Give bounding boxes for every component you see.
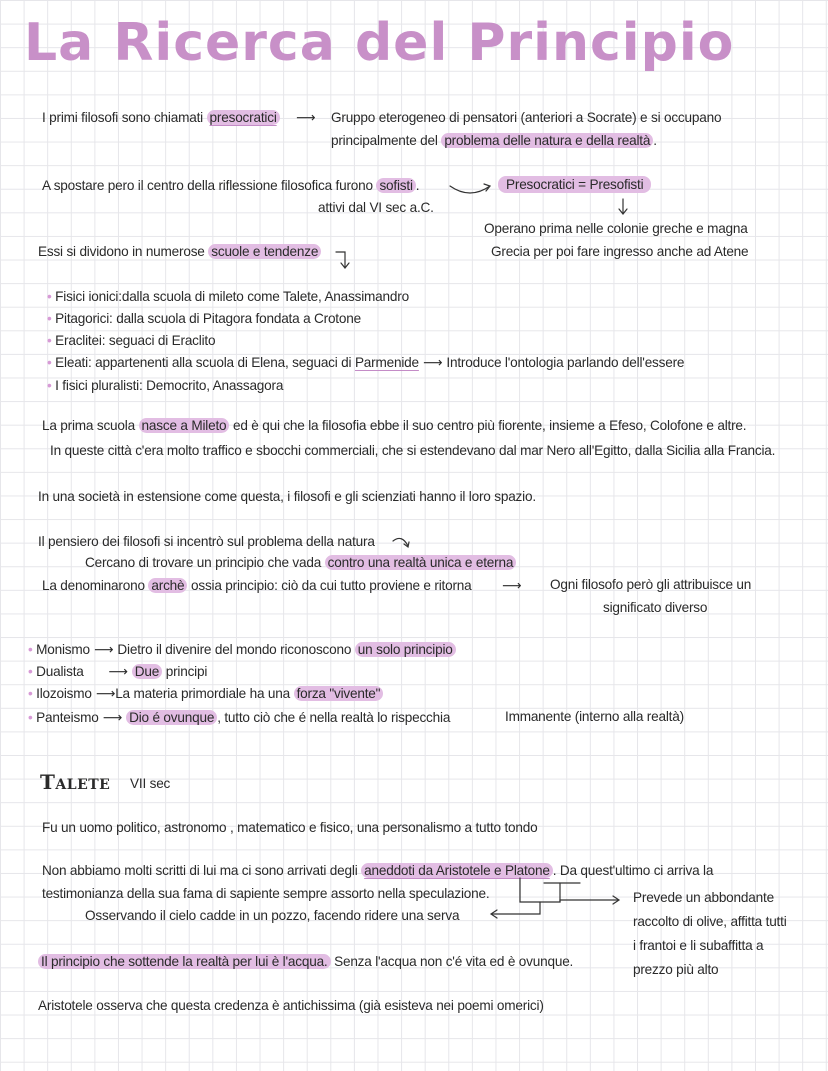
- arrow-line: [492, 902, 540, 914]
- talete-period: VII sec: [130, 776, 171, 791]
- bent-arrow-icon: [336, 252, 345, 267]
- text: ed è qui che la filosofia ebbe il suo centro più fiorente, insieme a Efeso, Colofone e altre.: [229, 418, 747, 433]
- arrow-right-icon: ⟶: [98, 710, 127, 726]
- sofisti-note-1: Operano prima nelle colonie greche e magna: [484, 221, 748, 236]
- highlight-aneddoti: aneddoti da Aristotele e Platone: [361, 863, 553, 878]
- talete-p3: testimonianza della sua fama di sapiente sempre assorto nella speculazione.: [42, 886, 490, 901]
- highlight-acqua: Il principio che sottende la realtà per lui è l'acqua.: [38, 954, 331, 969]
- mileto-line-2: In queste città c'era molto traffico e sbocchi commerciali, che si estendevano dal mar Nero all'Egitto, dalla Sicilia alla Francia.: [50, 443, 776, 458]
- text: Dietro il divenire del mondo riconoscono: [117, 642, 355, 657]
- panteismo-note: Immanente (interno alla realtà): [505, 709, 684, 724]
- text: principalmente del: [331, 133, 442, 148]
- highlight-mileto: nasce a Mileto: [139, 418, 230, 433]
- arrow-right-icon: ⟶: [418, 355, 447, 371]
- text: .: [415, 178, 420, 193]
- text: Senza l'acqua non c'é vita ed è ovunque.: [330, 954, 574, 969]
- text: A spostare pero il centro della riflessione filosofica furono: [42, 178, 377, 193]
- highlight: Due: [132, 664, 162, 679]
- bullet-icon: •: [28, 710, 37, 725]
- pensiero-line-1: Il pensiero dei filosofi si incentrò sul problema della natura: [38, 534, 375, 549]
- text: La denominarono: [42, 578, 149, 593]
- text: Eleati: appartenenti alla scuola di Elena, seguaci di: [55, 355, 355, 370]
- arrow-right-icon: ⟶: [296, 110, 316, 126]
- text: Eraclitei: seguaci di Eraclito: [55, 333, 216, 348]
- pensiero-note-1: Ogni filosofo però gli attribuisce un: [550, 577, 752, 592]
- arrow-right-icon: ⟶: [89, 642, 118, 658]
- talete-p4: Osservando il cielo cadde in un pozzo, facendo ridere una serva: [85, 908, 460, 923]
- highlight: forza "vivente": [294, 686, 384, 701]
- pensiero-note-2: significato diverso: [603, 600, 708, 615]
- highlight-arche: archè: [148, 578, 187, 593]
- text: .: [653, 133, 657, 148]
- curved-arrow-icon: [450, 186, 490, 193]
- underline-parmenide: Parmenide: [354, 355, 419, 370]
- highlight-realta: contro una realtà unica e eterna: [325, 555, 517, 570]
- text: Non abbiamo molti scritti di lui ma ci sono arrivati degli: [42, 863, 362, 878]
- bullet-icon: •: [28, 686, 37, 701]
- talete-side-3: i frantoi e li subaffitta a: [633, 938, 764, 953]
- sofisti-line-2: attivi dal VI sec a.C.: [318, 200, 434, 215]
- text: I primi filosofi sono chiamati: [42, 110, 207, 125]
- talete-p1: Fu un uomo politico, astronomo , matematico e fisico, una personalismo a tutto tondo: [42, 820, 538, 835]
- text: , tutto ciò che é nella realtà lo rispecchia: [217, 710, 451, 725]
- arrow-line: [560, 900, 618, 902]
- page-title: La Ricerca del Principio: [24, 13, 735, 73]
- highlight-scuole: scuole e tendenze: [208, 244, 321, 259]
- text: principi: [162, 664, 208, 679]
- text: Pitagorici: dalla scuola di Pitagora fondata a Crotone: [55, 311, 361, 326]
- text: Fisici ionici:dalla scuola di mileto come Talete, Anassimandro: [55, 289, 409, 304]
- talete-p6: Aristotele osserva che questa credenza è antichissima (già esisteva nei poemi omerici): [38, 998, 544, 1013]
- talete-side-2: raccolto di olive, affitta tutti: [633, 914, 787, 929]
- bullet-icon: •: [47, 333, 56, 348]
- arrow-right-icon: ⟶: [91, 686, 116, 702]
- arrow-right-icon: ⟶: [502, 578, 522, 594]
- highlight-sofisti: sofisti: [376, 178, 415, 193]
- highlight-problema: problema delle natura e della realtà: [441, 133, 653, 148]
- bullet-icon: •: [47, 289, 56, 304]
- highlight: Dio é ovunque: [126, 710, 217, 725]
- sofisti-note-2: Grecia per poi fare ingresso anche ad Atene: [491, 244, 749, 259]
- highlight-presocratici: presocratici: [207, 110, 280, 125]
- highlight: un solo principio: [355, 642, 456, 657]
- bullet-icon: •: [47, 355, 56, 370]
- text: ossia principio: ciò da cui tutto proviene e ritorna: [187, 578, 472, 593]
- societa-line: In una società in estensione come questa, i filosofi e gli scienziati hanno il loro spazio.: [38, 489, 536, 504]
- text: Essi si dividono in numerose: [38, 244, 209, 259]
- talete-side-1: Prevede un abbondante: [633, 890, 774, 905]
- heading-text: Talete: [40, 770, 111, 794]
- text: Panteismo: [36, 710, 99, 725]
- bullet-icon: •: [47, 311, 56, 326]
- text: La materia primordiale ha una: [115, 686, 294, 701]
- text: I fisici pluralisti: Democrito, Anassagora: [55, 378, 284, 393]
- bullet-icon: •: [28, 642, 37, 657]
- bracket-icon: [520, 878, 560, 902]
- text: Monismo: [36, 642, 90, 657]
- text: . Da quest'ultimo ci arriva la: [552, 863, 714, 878]
- text: La prima scuola: [42, 418, 139, 433]
- highlight-presofisti: Presocratici = Presofisti: [498, 176, 651, 193]
- text: Ilozoismo: [36, 686, 92, 701]
- bullet-icon: •: [28, 664, 37, 679]
- text: Dualista: [36, 664, 84, 679]
- arrow-right-icon: ⟶: [83, 664, 132, 680]
- intro-definition: Gruppo eterogeneo di pensatori (anteriori a Socrate) e si occupano: [331, 110, 722, 125]
- bullet-icon: •: [47, 378, 56, 393]
- talete-side-4: prezzo più alto: [633, 962, 719, 977]
- text: Introduce l'ontologia parlando dell'essere: [446, 355, 685, 370]
- text: Cercano di trovare un principio che vada: [85, 555, 325, 570]
